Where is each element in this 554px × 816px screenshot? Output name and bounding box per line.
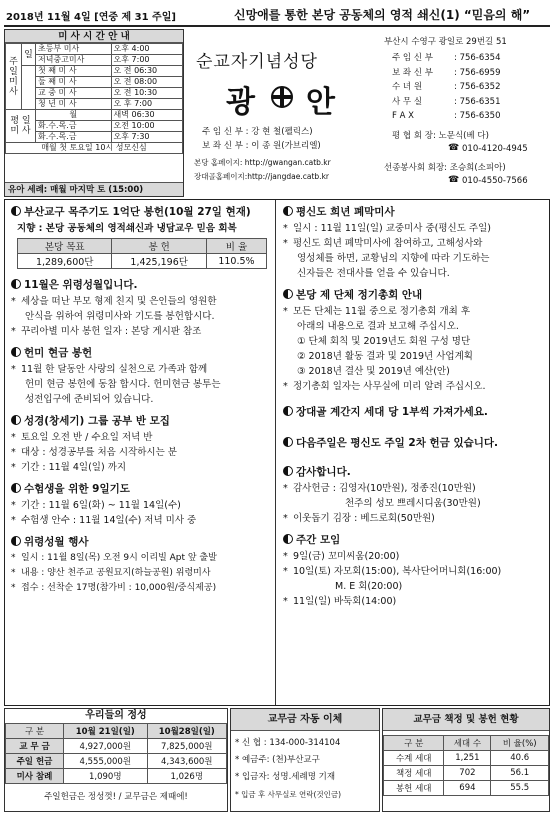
parish-subtitle: 순교자기념성당	[196, 52, 318, 72]
mass-table: 주 일 미 사 일 초등부 미사 오후 4:00 저녁중고미사 오후 7:00 첫 째 미 사 오 전 06:30 둘 째 미 사 오 전 08:00 교 중 미 사 오 전 10:30 청 년 미 사 오 후 7:00 평 일 미 사 월 새벽 06:30 화.수.목.금 오전 10:00 화.수.목.금 오후 7:30 매월 첫 토요일 10시 성모신심	[5, 43, 183, 154]
parish-name-left: 광	[226, 85, 255, 120]
offering-box	[4, 708, 228, 812]
half-circle-icon	[283, 206, 293, 216]
rosary-table: 본당 목표 봉 헌 비 율 1,289,600단 1,425,196단 110.5%	[17, 238, 267, 269]
stats-title: 교무금 책정 및 봉헌 현황	[383, 709, 549, 731]
section-rosary: 부산교구 목주기도 1억단 봉헌(10월 27일 현재)	[11, 204, 273, 219]
section-thanks: 감사합니다.	[283, 464, 547, 479]
phone-icon: ☎	[448, 175, 460, 185]
offering-note: 주일헌금은 정성껏! / 교무금은 제때에!	[44, 792, 188, 802]
half-circle-icon	[11, 279, 21, 289]
section-laity-jubilee: 평신도 희년 폐막미사	[283, 204, 547, 219]
half-circle-icon	[283, 534, 293, 544]
homepage-link[interactable]: 본당 홈페이지: http://gwangan.catb.kr	[194, 158, 331, 167]
assistant-priest: 보 좌 신 부 : 이 종 원(가브리엘)	[202, 141, 321, 151]
rosary-intention: 지향 : 본당 공동체의 영적쇄신과 냉담교우 믿음 회복	[17, 223, 237, 234]
left-column: 부산교구 목주기도 1억단 봉헌(10월 27일 현재) 지향 : 본당 공동체의 영적쇄신과 냉담교우 믿음 회복 본당 목표 봉 헌 비 율 1,289,600단 1,425,196단 110.5% 11월은 위령성월입니다. * 세상을 떠난 부모 형제 친지 및 은인들의 영원한 안식을 위하여 위령미사와 기도를 봉헌합시다. * 꾸리아별 미사 봉헌 일자 : 본당 게시판 참조 헌미 현금 봉헌 * 11월 한 달동안 사랑의 실천으로 가족과 함께 헌미 현금 봉헌에 동참 합시다. 헌미현금 봉투는 성전입구에 준비되어 있습니다. 성경(창세기) 그룹 공부 반 모집 * 토요일 오전 반 / 수요일 저녁 반 * 대상 : 성경공부를 처음 시작하시는 분 * 기간 : 11월 4일(일) 까지 수험생을 위한 9일기도 * 기간 : 11월 6일(화) ~ 11월 14일(수) * 수험생 안수 : 11월 14일(수) 저녁 미사 중 위령성월 행사 * 일시 : 11월 8일(목) 오전 9시 이리빌 Apt 앞 출발 * 내용 : 양산 천주교 공원묘지(하늘공원) 위령미사 * 접수 : 선착순 17명(참가비 : 10,000원/중식제공)	[11, 202, 273, 596]
slogan: 신망애를 통한 본당 공동체의 영적 쇄신(1) “믿음의 해”	[234, 8, 531, 22]
contact-block: 부산시 수영구 광일로 29번길 51 주 임 신 부 : 756-6354 보 좌 신 부 : 756-6959 수 녀 원 : 756-6352 사 무 실 : 756-6351 F A X : 756-6350 평 협 회 장: 노문식(베 다) ☎ 010-4120-4945 선종봉사회 회장: 조승희(소피아) ☎ 010-4550-7566	[384, 37, 528, 186]
half-circle-icon	[11, 483, 21, 493]
section-all-souls: 11월은 위령성월입니다.	[11, 277, 273, 292]
section-exam-novena: 수험생을 위한 9일기도	[11, 481, 273, 496]
stats-box	[382, 708, 550, 812]
offering-table: 구 분 10월 21일(일) 10월28일(일) 교 무 금 4,927,000원 7,825,000원 주일 헌금 4,555,000원 4,343,600원 미사 참례 1,090명 1,026명	[5, 723, 227, 784]
stats-table: 구 분 세대 수 비 율(%) 수계 세대 1,251 40.6 책정 세대 702 56.1 봉헌 세대 694 55.5	[383, 735, 549, 796]
half-circle-icon	[283, 289, 293, 299]
half-circle-icon	[283, 406, 293, 416]
transfer-box: 교무금 자동 이체 * 신 협 : 134-000-314104 * 예금주: (천)부산교구 * 입금자: 성명.세례명 기재 * 입금 후 사무실로 연락(것인금)	[230, 708, 380, 812]
infant-baptism: 유아 세례: 매월 마지막 토 (15:00)	[5, 182, 183, 196]
cross-icon	[270, 85, 294, 109]
funeral-chair: 선종봉사회 회장: 조승희(소피아)	[384, 163, 506, 173]
parish-block	[188, 29, 376, 197]
section-bible-study: 성경(창세기) 그룹 공부 반 모집	[11, 413, 273, 428]
half-circle-icon	[11, 206, 21, 216]
section-rice-offering: 헌미 현금 봉헌	[11, 345, 273, 360]
homepage-link-2[interactable]: 장대골홈페이지:http://jangdae.catb.kr	[194, 172, 329, 181]
main-frame	[4, 199, 550, 706]
half-circle-icon	[11, 536, 21, 546]
council-chair: 평 협 회 장: 노문식(베 다)	[392, 131, 489, 141]
funeral-chair-tel: 010-4550-7566	[462, 176, 528, 186]
parish-name-right: 안	[306, 85, 335, 120]
priest: 주 임 신 부 : 강 현 철(펠릭스)	[202, 127, 313, 137]
right-column: 평신도 희년 폐막미사 * 일시 : 11월 11일(일) 교중미사 중(평신도 주일) * 평신도 희년 폐막미사에 참여하고, 고해성사와 영성체를 하면, 교황님의 지향에 따라 기도하는 신자들은 전대사를 얻을 수 있습니다. 본당 제 단체 정기총회 안내 * 모든 단체는 11월 중으로 정기총회 개최 후 아래의 내용으로 결과 보고해 주십시오. ① 단체 회칙 및 2019년도 회원 구성 명단 ② 2018년 활동 결과 및 2019년 사업계획 ③ 2018년 결산 및 2019년 예산(안) * 정기총회 일자는 사무실에 미리 알려 주십시오. 장대골 계간지 세대 당 1부씩 가져가세요. 다음주일은 평신도 주일 2차 헌금 있습니다. 감사합니다. * 감사헌금 : 김영자(10만원), 정종진(10만원) 천주의 성모 쁘레시디움(30만원) * 이웃돕기 김장 : 베드로회(50만원) 주간 모임 * 9일(금) 꼬미씨움(20:00) * 10일(토) 자모회(15:00), 복사단어머니회(16:00) M. E 회(20:00) * 11일(일) 바둑회(14:00)	[283, 202, 547, 609]
header-bar	[4, 3, 550, 27]
mass-times-box	[4, 29, 184, 197]
issue-date: 2018년 11월 4일 [연중 제 31 주일]	[6, 12, 176, 23]
mass-title: 미 사 시 간 안 내	[5, 30, 183, 43]
half-circle-icon	[283, 466, 293, 476]
phone-icon: ☎	[448, 143, 460, 153]
address: 부산시 수영구 광일로 29번길 51	[384, 37, 507, 47]
half-circle-icon	[283, 437, 293, 447]
section-second-collection: 다음주일은 평신도 주일 2차 헌금 있습니다.	[283, 435, 547, 450]
section-general-meeting: 본당 제 단체 정기총회 안내	[283, 287, 547, 302]
half-circle-icon	[11, 347, 21, 357]
section-quarterly: 장대골 계간지 세대 당 1부씩 가져가세요.	[283, 404, 547, 419]
section-weekly-meetings: 주간 모임	[283, 532, 547, 547]
half-circle-icon	[11, 415, 21, 425]
transfer-title: 교무금 자동 이체	[231, 709, 379, 731]
offering-title: 우리들의 정성	[85, 710, 147, 721]
section-all-souls-event: 위령성월 행사	[11, 534, 273, 549]
council-chair-tel: 010-4120-4945	[462, 144, 528, 154]
